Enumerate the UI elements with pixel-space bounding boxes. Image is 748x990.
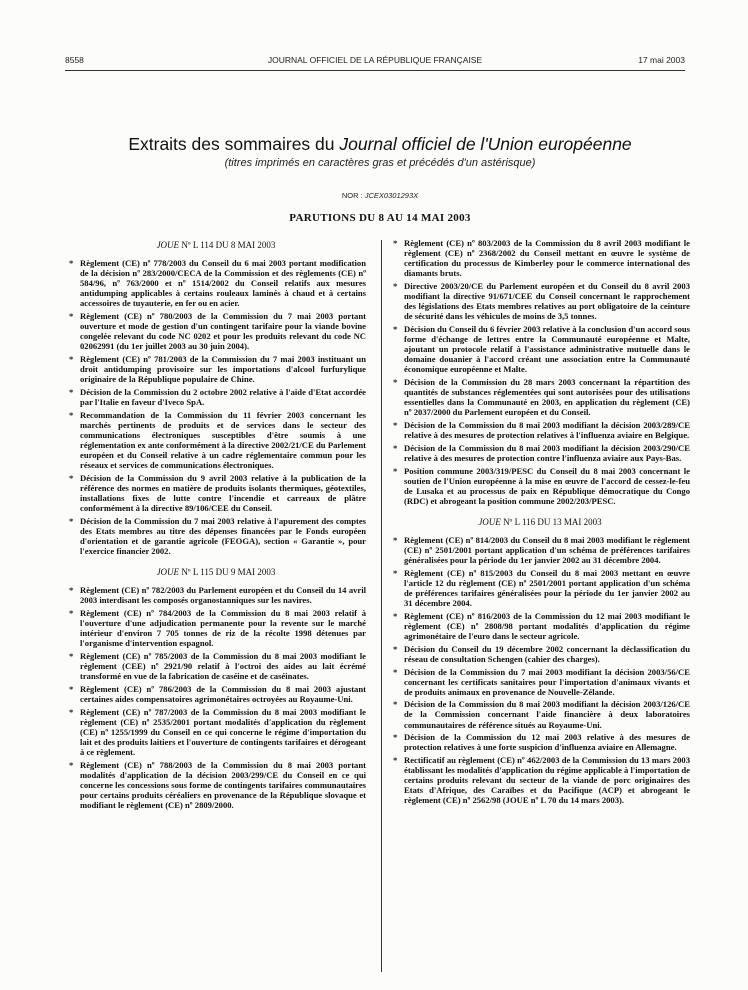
- list-item: * Règlement (CE) nº 814/2003 du Conseil du 8 mai 2003 modifiant le règlement (CE) nº 2501/2001 portant application d'un schéma de préférences tarifaires généralisées pour la période du 1er janvier 2002 au 31 décembre 2004.: [390, 535, 690, 565]
- list-item: * Directive 2003/20/CE du Parlement européen et du Conseil du 8 avril 2003 modifiant la directive 91/671/CEE du Conseil concernant le rapprochement des législations des Etats membres relatives au port obligatoire de la ceinture de sécurité dans les véhicules de moins de 3,5 tonnes.: [390, 281, 690, 321]
- column-divider: [381, 240, 382, 972]
- page-subtitle: (titres imprimés en caractères gras et précédés d'un astérisque): [224, 157, 536, 169]
- list-item: * Décision de la Commission du 8 mai 2003 modifiant la décision 2003/290/CE relative à des mesures de protection contre l'influenza aviaire aux Pays-Bas.: [390, 443, 690, 463]
- list-item: * Règlement (CE) nº 780/2003 de la Commission du 7 mai 2003 portant ouverture et mode de gestion d'un contingent tarifaire pour la viande bovine congelée relevant du code NC 0202 et pour les produits relevant du code NC 02062991 (du 1er juillet 2003 au 30 juin 2004).: [66, 311, 366, 351]
- issue-date: 17 mai 2003: [638, 55, 685, 65]
- list-item: * Décision de la Commission du 28 mars 2003 concernant la répartition des quantités de substances réglementées qui sont autorisées pour des utilisations essentielles dans la Communauté en 2003, en application du règlement (CE) nº 2037/2000 du Parlement européen et du Conseil.: [390, 377, 690, 417]
- list-item: * Décision de la Commission du 2 octobre 2002 relative à l'aide d'Etat accordée par l'Italie en faveur d'Iveco SpA.: [66, 387, 366, 407]
- page-number: 8558: [65, 55, 84, 65]
- section-heading-rest: Nº L 115 DU 9 MAI 2003: [179, 567, 276, 578]
- list-item: * Règlement (CE) nº 784/2003 de la Commission du 8 mai 2003 relatif à l'ouverture d'une adjudication permanente pour la revente sur le marché intérieur d'environ 7 705 tonnes de riz de la récolte 1998 détenues par l'organisme d'intervention espagnol.: [66, 608, 366, 648]
- list-item: * Décision de la Commission du 8 mai 2003 modifiant la décision 2003/289/CE relative à des mesures de protection relatives à l'influenza aviaire en Belgique.: [390, 420, 690, 440]
- list-item: * Règlement (CE) nº 816/2003 de la Commission du 12 mai 2003 modifiant le règlement (CE) nº 2808/98 portant modalités d'application du régime agrimonétaire de l'euro dans le secteur agricole.: [390, 611, 690, 641]
- header-rule: [65, 70, 685, 71]
- item-list-l116: [390, 535, 690, 806]
- list-item: * Décision de la Commission du 8 mai 2003 modifiant la décision 2003/126/CE de la Commission concernant l'aide financière à deux laboratoires communautaires de référence situés au Royaume-Uni.: [390, 699, 690, 729]
- list-item: * Règlement (CE) nº 781/2003 de la Commission du 7 mai 2003 instituant un droit antidumping provisoire sur les importations d'alcool furfurylique originaire de la République populaire de Chine.: [66, 354, 366, 384]
- page-title: [80, 134, 680, 155]
- list-item: * Décision de la Commission du 7 mai 2003 modifiant la décision 2003/56/CE concernant les certificats sanitaires pour l'importation d'animaux vivants et de produits animaux en provenance de Nouvelle-Zélande.: [390, 667, 690, 697]
- parutions-heading: PARUTIONS DU 8 AU 14 MAI 2003: [289, 212, 471, 224]
- section-heading-l114: [66, 240, 366, 250]
- list-item: * Décision du Conseil du 19 décembre 2002 concernant la déclassification du réseau de consultation Schengen (cahier des charges).: [390, 644, 690, 664]
- title-journal: Journal officiel de l'Union européenne: [339, 134, 632, 154]
- item-list-continued: [390, 238, 690, 506]
- title-prefix: Extraits des sommaires du: [128, 134, 340, 154]
- list-item: * Règlement (CE) nº 788/2003 de la Commission du 8 mai 2003 portant modalités d'application de la décision 2003/299/CE du Conseil en ce qui concerne les concessions sous forme de contingents tarifaires communautaires pour certains produits céréaliers en provenance de la République slovaque et modifiant le règlement (CE) nº 2809/2000.: [66, 760, 366, 810]
- list-item: * Règlement (CE) nº 787/2003 de la Commission du 8 mai 2003 modifiant le règlement (CE) nº 2535/2001 portant modalités d'application du règlement (CE) nº 1255/1999 du Conseil en ce qui concerne le régime d'importation du lait et des produits laitiers et l'ouverture de contingents tarifaires et dérogeant à ce règlement.: [66, 707, 366, 757]
- item-list-l115: [66, 585, 366, 810]
- nor-label: NOR :: [341, 191, 365, 200]
- section-heading-l115: [66, 567, 366, 577]
- right-column: [390, 238, 690, 808]
- section-heading-rest: Nº L 116 DU 13 MAI 2003: [500, 516, 602, 527]
- section-heading-prefix: JOUE: [478, 516, 501, 527]
- list-item: * Règlement (CE) nº 786/2003 de la Commission du 8 mai 2003 ajustant certaines aides compensatoires agrimonétaires octroyées au Royaume-Uni.: [66, 684, 366, 704]
- nor-code: JCEX0301293X: [364, 191, 419, 200]
- list-item: * Règlement (CE) nº 778/2003 du Conseil du 6 mai 2003 portant modification de la décision nº 283/2000/CECA de la Commission et des règlements (CE) nº 584/96, nº 763/2000 et nº 1514/2002 du Conseil relatifs aux mesures antidumping applicables à certains rouleaux laminés à chaud et à certains accessoires de tuyauterie, en fer ou en acier.: [66, 258, 366, 308]
- list-item: * Décision du Conseil du 6 février 2003 relative à la conclusion d'un accord sous forme d'échange de lettres entre la Communauté européenne et Malte, ajoutant un protocole relatif à l'assistance administrative mutuelle dans le domaine douanier à l'accord créant une association entre la Communauté économique européenne et Malte.: [390, 324, 690, 374]
- item-list-l114: [66, 258, 366, 556]
- section-heading-prefix: JOUE: [156, 240, 180, 250]
- list-item: * Décision de la Commission du 9 avril 2003 relative à la publication de la référence des normes en matière de produits isolants thermiques, géotextiles, installations fixes de lutte contre l'incendie et carreaux de plâtre conformément à la directive 89/106/CEE du Conseil.: [66, 473, 366, 513]
- list-item: * Règlement (CE) nº 803/2003 de la Commission du 8 avril 2003 modifiant le règlement (CE) nº 2368/2002 du Conseil mettant en œuvre le système de certification du processus de Kimberley pour le commerce international des diamants bruts.: [390, 238, 690, 278]
- list-item: * Position commune 2003/319/PESC du Conseil du 8 mai 2003 concernant le soutien de l'Union européenne à la mise en œuvre de l'accord de cessez-le-feu de Lusaka et au processus de paix en République démocratique du Congo (RDC) et abrogeant la position commune 2002/203/PESC.: [390, 466, 690, 506]
- list-item: * Décision de la Commission du 12 mai 2003 relative à des mesures de protection relatives à une forte suspicion d'influenza aviaire en Allemagne.: [390, 732, 690, 752]
- page-header: [65, 55, 685, 69]
- section-heading-rest: Nº L 114 DU 8 MAI 2003: [179, 240, 276, 250]
- list-item: * Recommandation de la Commission du 11 février 2003 concernant les marchés pertinents de produits et de services dans le secteur des communications électroniques susceptibles d'être soumis à une réglementation ex ante conformément à la directive 2002/21/CE du Parlement européen et du Conseil relative à un cadre réglementaire commun pour les réseaux et services de communications électroniques.: [66, 410, 366, 471]
- left-column: [66, 238, 366, 813]
- list-item: * Règlement (CE) nº 815/2003 du Conseil du 8 mai 2003 mettant en œuvre l'article 12 du règlement (CE) nº 2501/2001 portant application d'un schéma de préférences tarifaires généralisées pour la période du 1er janvier 2002 au 31 décembre 2004.: [390, 568, 690, 608]
- list-item: * Rectificatif au règlement (CE) nº 462/2003 de la Commission du 13 mars 2003 établissant les modalités d'application du régime applicable à l'importation de certains produits relevant du secteur de la viande de porc originaires des Etats d'Afrique, des Caraïbes et du Pacifique (ACP) et abrogeant le règlement (CE) nº 2562/98 (JOUE nº L 70 du 14 mars 2003).: [390, 755, 690, 805]
- nor-reference: [80, 191, 680, 200]
- list-item: * Règlement (CE) nº 782/2003 du Parlement européen et du Conseil du 14 avril 2003 interdisant les composés organostanniques sur les navires.: [66, 585, 366, 605]
- journal-name: JOURNAL OFFICIEL DE LA RÉPUBLIQUE FRANÇAISE: [267, 55, 483, 65]
- section-heading-prefix: JOUE: [156, 567, 180, 578]
- list-item: * Règlement (CE) nº 785/2003 de la Commission du 8 mai 2003 modifiant le règlement (CEE) nº 2921/90 relatif à l'octroi des aides au lait écrémé transformé en vue de la fabrication de caséine et de caséinates.: [66, 651, 366, 681]
- list-item: * Décision de la Commission du 7 mai 2003 relative à l'apurement des comptes des Etats membres au titre des dépenses financées par le Fonds européen d'orientation et de garantie agricole (FEOGA), section « Garantie », pour l'exercice financier 2002.: [66, 516, 366, 556]
- section-heading-l116: [390, 517, 690, 527]
